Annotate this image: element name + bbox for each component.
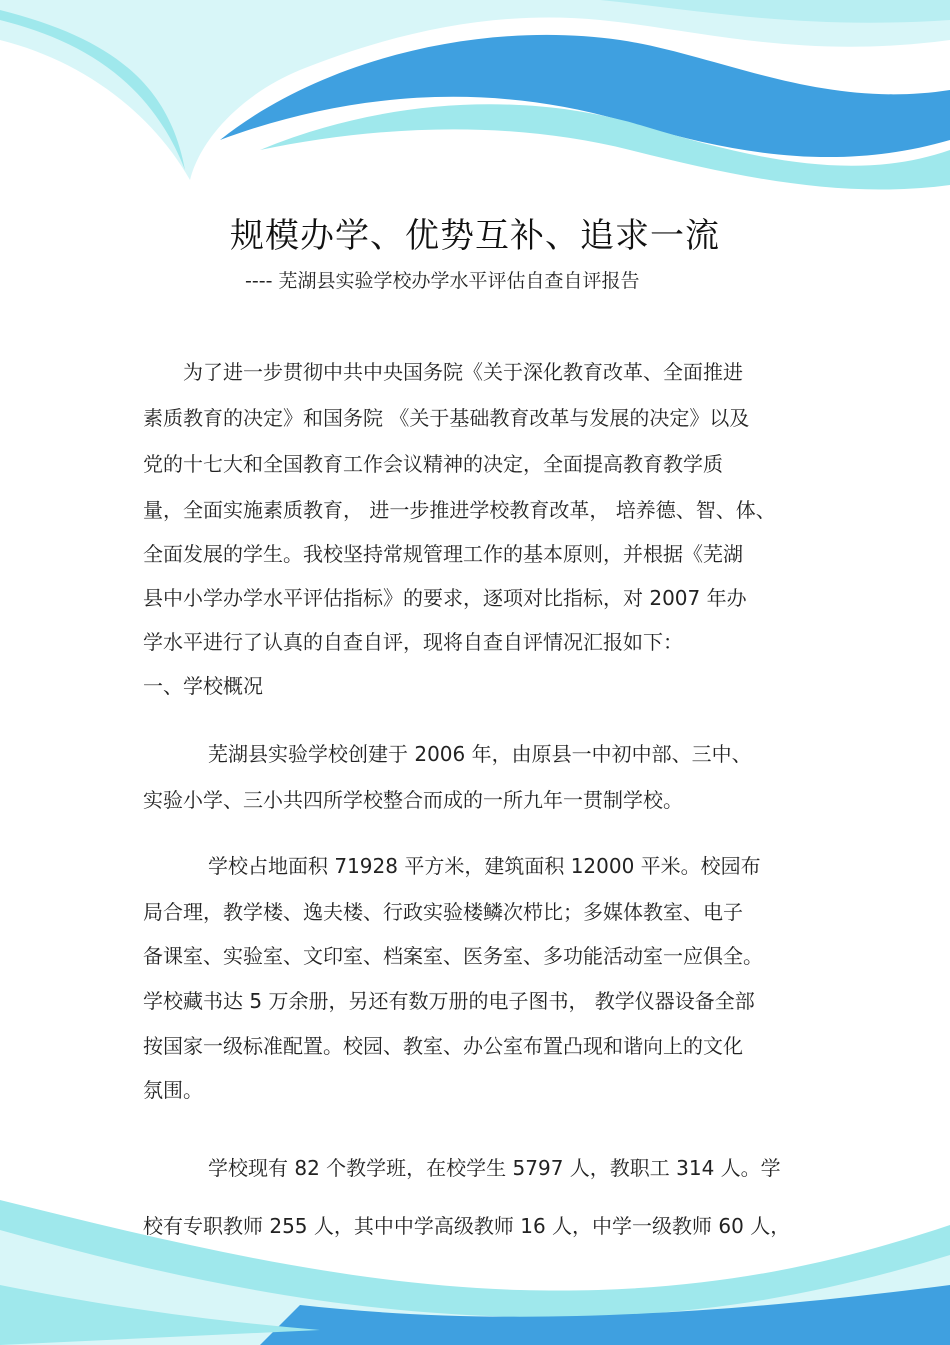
paragraph-line: 氛围。 (143, 1078, 203, 1102)
paragraph-line: 按国家一级标准配置。校园、教室、办公室布置凸现和谐向上的文化 (143, 1034, 743, 1058)
paragraph-line: 备课室、实验室、文印室、档案室、医务室、多功能活动室一应俱全。 (143, 944, 763, 968)
paragraph-line: 局合理，教学楼、逸夫楼、行政实验楼鳞次栉比；多媒体教室、电子 (143, 900, 743, 924)
paragraph-line: 学水平进行了认真的自查自评，现将自查自评情况汇报如下： (143, 630, 683, 654)
paragraph-line: 党的十七大和全国教育工作会议精神的决定，全面提高教育教学质 (143, 452, 723, 476)
paragraph-line: 县中小学办学水平评估指标》的要求，逐项对比指标，对 2007 年办 (143, 586, 747, 610)
paragraph-line: 实验小学、三小共四所学校整合而成的一所九年一贯制学校。 (143, 788, 683, 812)
paragraph-line: 全面发展的学生。我校坚持常规管理工作的基本原则，并根据《芜湖 (143, 542, 743, 566)
top-wave-decoration (0, 0, 950, 200)
paragraph-line: 素质教育的决定》和国务院 《关于基础教育改革与发展的决定》以及 (143, 406, 750, 430)
paragraph-line: 量，全面实施素质教育， 进一步推进学校教育改革， 培养德、智、体、 (143, 498, 776, 522)
paragraph-line: 为了进一步贯彻中共中央国务院《关于深化教育改革、全面推进 (183, 360, 743, 384)
paragraph-line: 学校藏书达 5 万余册，另还有数万册的电子图书， 教学仪器设备全部 (143, 989, 755, 1013)
paragraph-line: 学校占地面积 71928 平方米，建筑面积 12000 平米。校园布 (208, 854, 761, 878)
paragraph-line: 校有专职教师 255 人，其中中学高级教师 16 人，中学一级教师 60 人， (143, 1214, 791, 1238)
paragraph-line: 学校现有 82 个教学班，在校学生 5797 人，教职工 314 人。学 (208, 1156, 781, 1180)
document-subtitle: ---- 芜湖县实验学校办学水平评估自查自评报告 (245, 270, 640, 292)
document-title: 规模办学、优势互补、追求一流 (230, 216, 720, 256)
paragraph-line: 芜湖县实验学校创建于 2006 年，由原县一中初中部、三中、 (208, 742, 752, 766)
section-heading: 一、学校概况 (143, 674, 263, 698)
